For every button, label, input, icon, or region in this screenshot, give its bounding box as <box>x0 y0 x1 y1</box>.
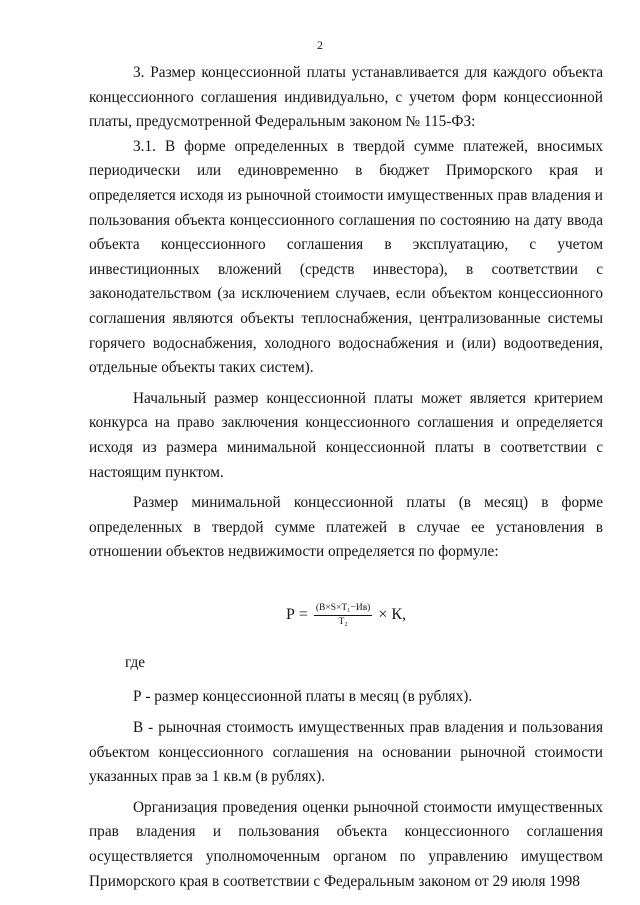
paragraph-3: 3. Размер концессионной платы устанавливается для каждого объекта концессионного соглашения индивидуально, с учетом форм концессионной платы, предусмотренной Федеральным законом № 115-ФЗ: <box>89 64 603 131</box>
formula-numerator: (В×S×T₁−Ив) <box>314 601 372 616</box>
formula-lhs: Р = <box>285 605 308 623</box>
formula-rhs: × К, <box>378 605 407 623</box>
document-body <box>89 61 603 894</box>
formula <box>89 597 603 633</box>
paragraph-initial-fee: Начальный размер концессионной платы может является критерием конкурса на право заключения концессионного соглашения и определяется исходя из размера минимальной концессионной платы в соответствии с настоящим пунктом. <box>89 389 603 481</box>
formula-fraction <box>314 601 372 629</box>
paragraph-3-1: 3.1. В форме определенных в твердой сумме платежей, вносимых периодически или единовременно в бюджет Приморского края и определяется исходя из рыночной стоимости имущественных прав владения и пользования объекта концессионного соглашения по состоянию на дату ввода объекта концессионного соглашения в эксплуатацию, с учетом инвестиционных вложений (средств инвестора), в соответствии с законодательством (за исключением случаев, если объектом концессионного соглашения являются объекты теплоснабжения, централизованные системы горячего водоснабжения, холодного водоснабжения и (или) водоотведения, отдельные объекты таких систем). <box>89 137 603 377</box>
paragraph-definition-p: Р - размер концессионной платы в месяц (в рублях). <box>133 688 473 706</box>
paragraph-definition-v: В - рыночная стоимость имущественных прав владения и пользования объектом концессионного соглашения на основании рыночной стоимости указанных прав за 1 кв.м (в рублях). <box>89 719 603 786</box>
page-number: 2 <box>317 38 323 52</box>
paragraph-valuation: Организация проведения оценки рыночной стоимости имущественных прав владения и пользования объекта концессионного соглашения осуществляется уполномоченным органом по управлению имуществом Приморского края в соответствии с Федеральным законом от 29 июля 1998 <box>89 798 603 890</box>
formula-denominator: T₂ <box>338 616 348 627</box>
paragraph-min-fee: Размер минимальной концессионной платы (в месяц) в форме определенных в твердой сумме платежей в случае ее установления в отношении объектов недвижимости определяется по формуле: <box>89 494 603 561</box>
where-label: где <box>125 653 146 671</box>
